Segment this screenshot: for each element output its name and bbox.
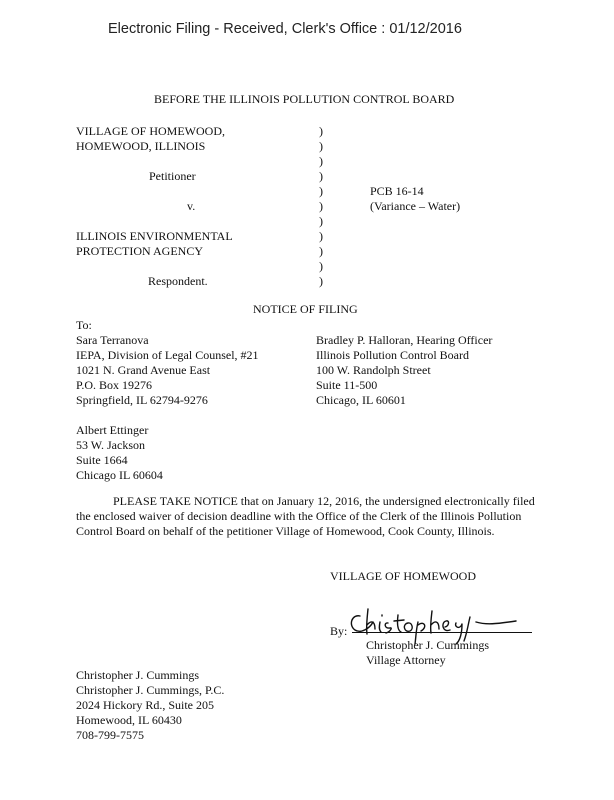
caption-paren: ): [319, 244, 323, 258]
recipient-left-line: P.O. Box 19276: [76, 378, 153, 392]
to-label: To:: [76, 318, 92, 332]
caption-paren: ): [319, 139, 323, 153]
recipient-third-line: 53 W. Jackson: [76, 438, 145, 452]
court-heading: BEFORE THE ILLINOIS POLLUTION CONTROL BOARD: [154, 92, 455, 106]
footer-line: 708-799-7575: [76, 728, 144, 742]
petitioner-name-line-1: VILLAGE OF HOMEWOOD,: [76, 124, 225, 138]
recipient-third-line: Suite 1664: [76, 453, 128, 467]
filing-stamp: Electronic Filing - Received, Clerk's Office : 01/12/2016: [108, 21, 462, 37]
recipient-left-line: Sara Terranova: [76, 333, 149, 347]
respondent-role: Respondent.: [148, 274, 208, 288]
recipient-right-line: Suite 11-500: [316, 378, 378, 392]
recipient-right-line: Illinois Pollution Control Board: [316, 348, 470, 362]
caption-paren: ): [319, 124, 323, 138]
notice-title: NOTICE OF FILING: [253, 302, 358, 316]
signatory-entity: VILLAGE OF HOMEWOOD: [330, 569, 476, 583]
respondent-name-line-1: ILLINOIS ENVIRONMENTAL: [76, 229, 233, 243]
footer-line: 2024 Hickory Rd., Suite 205: [76, 698, 214, 712]
petitioner-name-line-2: HOMEWOOD, ILLINOIS: [76, 139, 206, 153]
signatory-title: Village Attorney: [366, 653, 446, 667]
footer-line: Christopher J. Cummings: [76, 668, 200, 682]
footer-line: Homewood, IL 60430: [76, 713, 182, 727]
caption-paren: ): [319, 259, 323, 273]
recipient-left-line: Springfield, IL 62794-9276: [76, 393, 208, 407]
caption-paren: ): [319, 169, 323, 183]
by-label: By:: [330, 624, 348, 638]
recipient-right-line: Bradley P. Halloran, Hearing Officer: [316, 333, 493, 347]
caption-paren: ): [319, 214, 323, 228]
caption-parentheses: [319, 124, 323, 289]
petitioner-role: Petitioner: [149, 169, 196, 183]
caption-paren: ): [319, 199, 323, 213]
recipient-left-line: IEPA, Division of Legal Counsel, #21: [76, 348, 259, 362]
caption-paren: ): [319, 154, 323, 168]
versus-label: v.: [187, 199, 196, 213]
recipient-right-line: Chicago, IL 60601: [316, 393, 406, 407]
case-type: (Variance – Water): [370, 199, 461, 213]
recipient-third-line: Albert Ettinger: [76, 423, 149, 437]
recipient-left-line: 1021 N. Grand Avenue East: [76, 363, 211, 377]
caption-paren: ): [319, 274, 323, 288]
signature-line: [352, 632, 532, 633]
case-number: PCB 16-14: [370, 184, 424, 198]
notice-body: PLEASE TAKE NOTICE that on January 12, 2016, the undersigned electronically filed the enclosed waiver of decision deadline with the Office of the Clerk of the Illinois Pollution Control Board on behalf of the petitioner Village of Homewood, Cook County, Illinois.: [76, 494, 535, 538]
signatory-name: Christopher J. Cummings: [366, 638, 490, 652]
caption-paren: ): [319, 229, 323, 243]
recipient-right-line: 100 W. Randolph Street: [316, 363, 431, 377]
recipient-third-line: Chicago IL 60604: [76, 468, 163, 482]
footer-line: Christopher J. Cummings, P.C.: [76, 683, 225, 697]
caption-paren: ): [319, 184, 323, 198]
respondent-name-line-2: PROTECTION AGENCY: [76, 244, 204, 258]
